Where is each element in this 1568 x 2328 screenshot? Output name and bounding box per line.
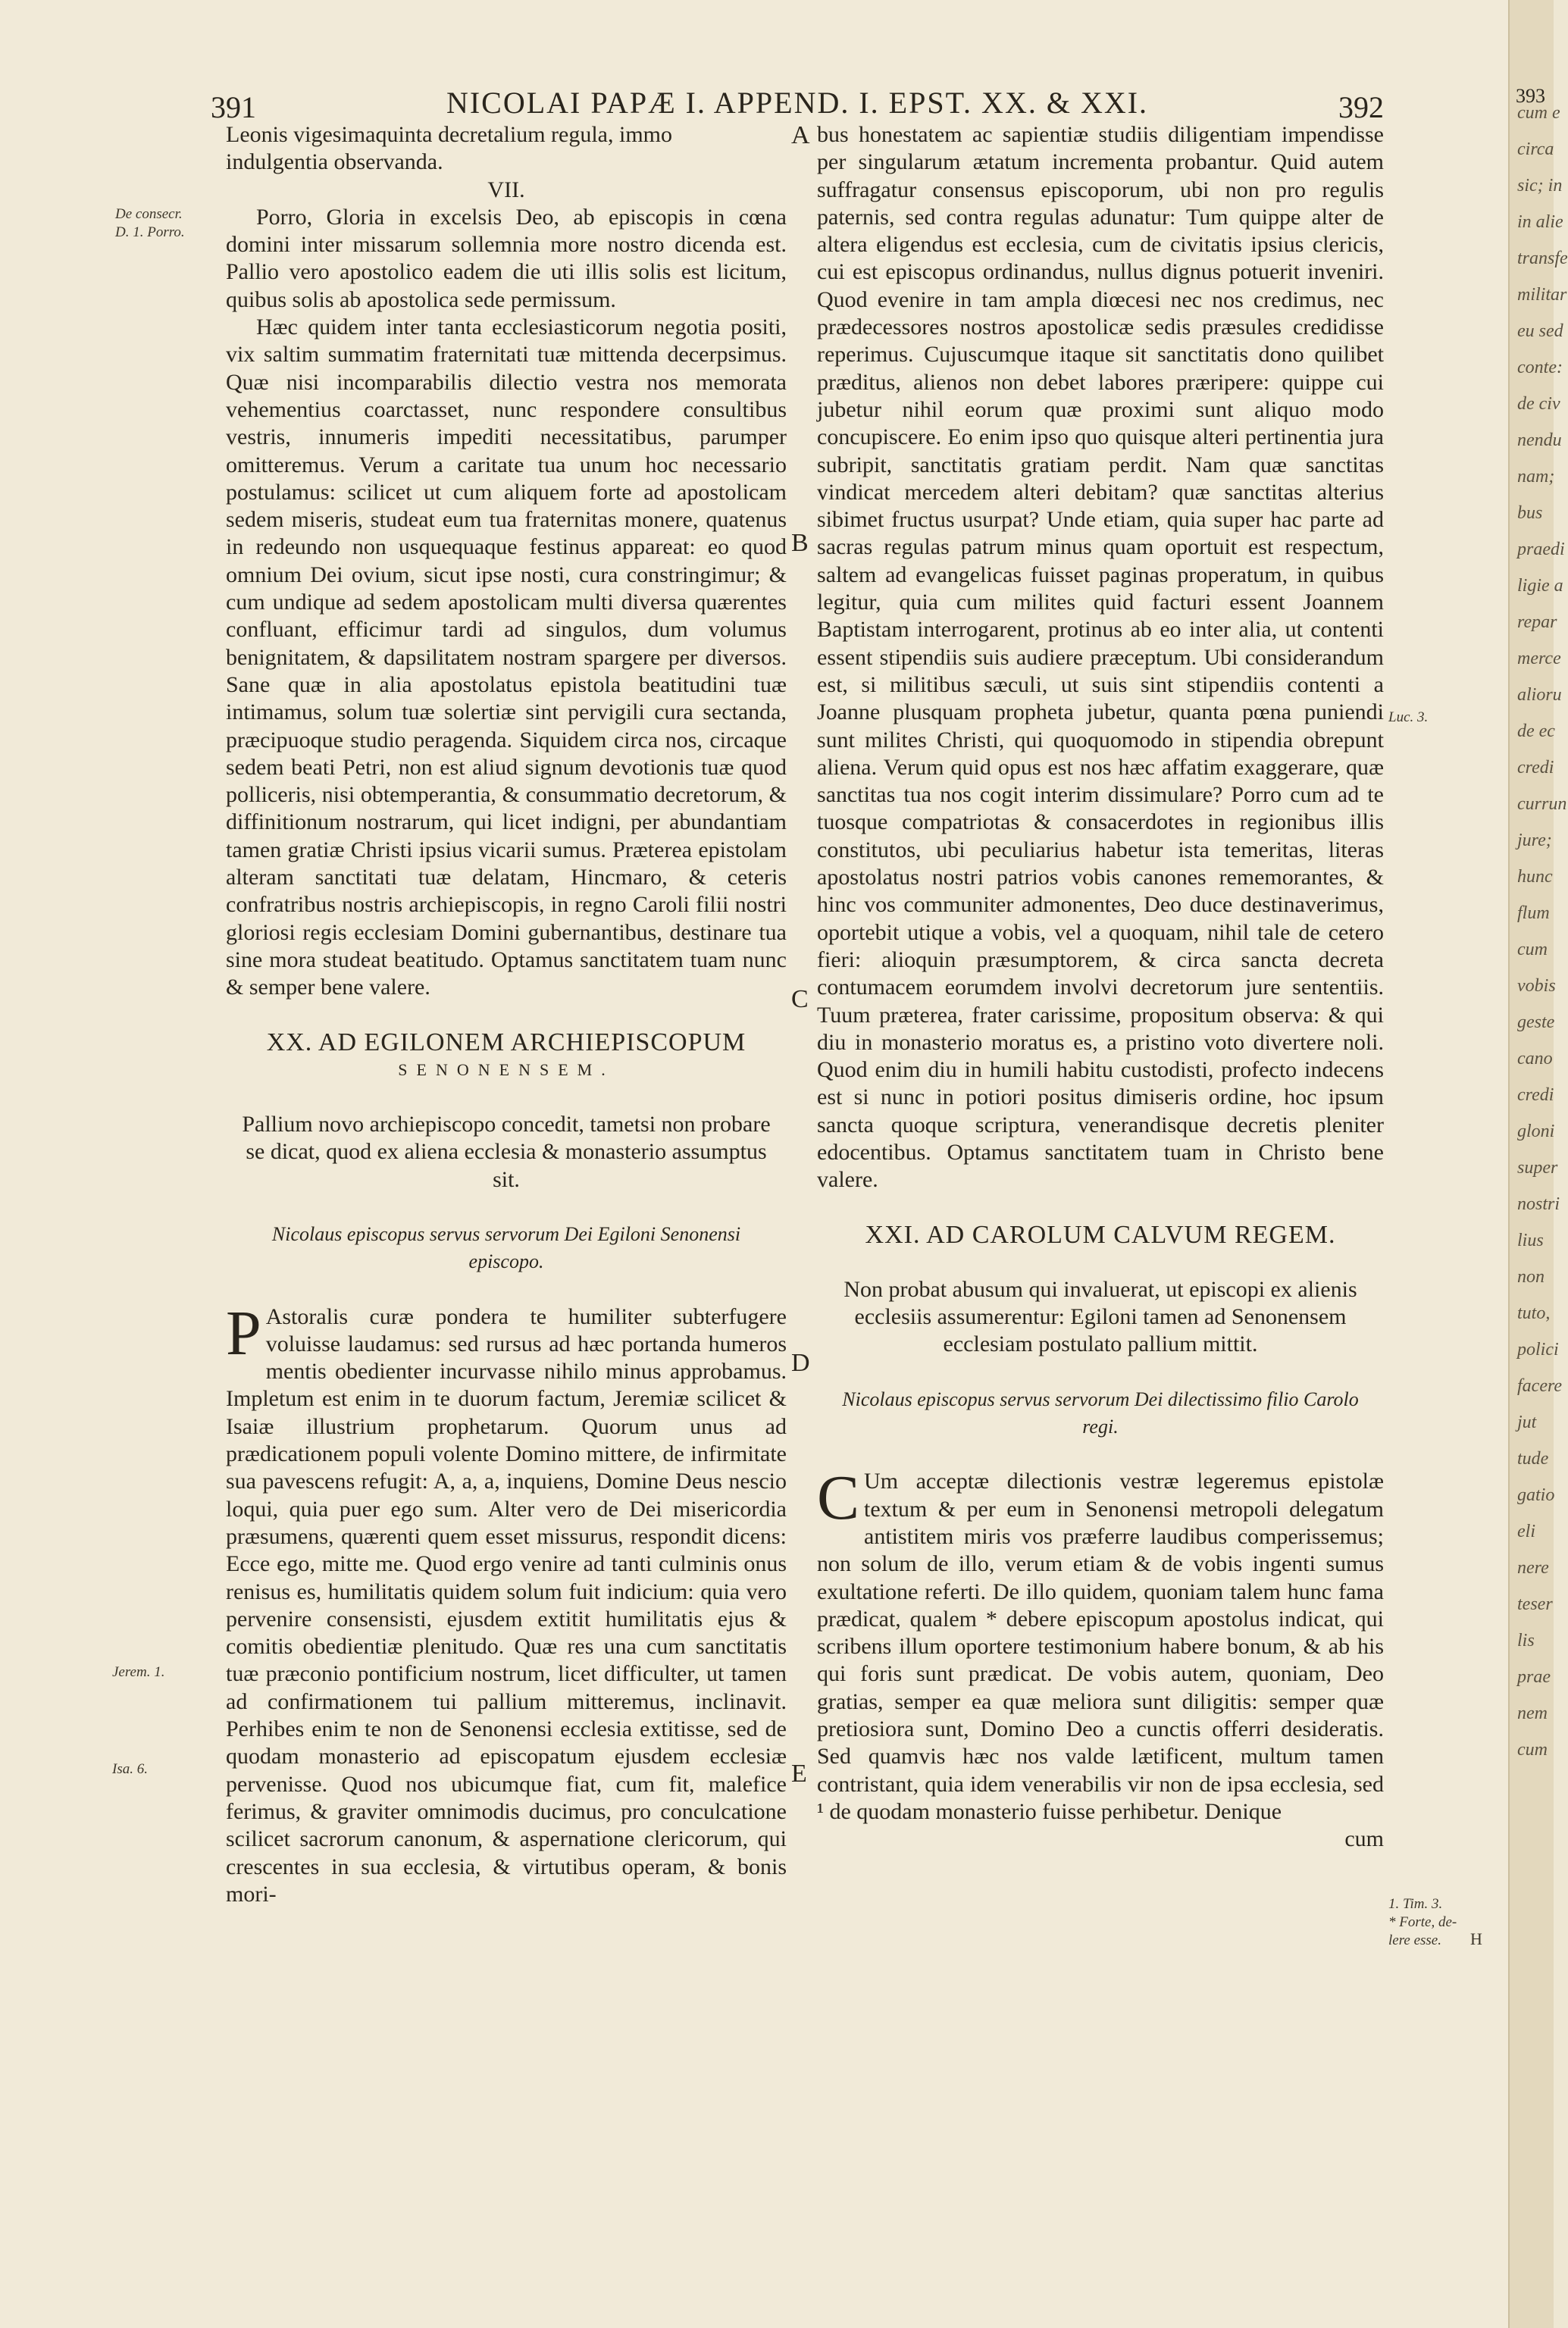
next-page-fragment: hunc bbox=[1517, 867, 1553, 887]
margin-note-de-consecr: De consecr. bbox=[115, 206, 183, 222]
next-page-fragment: cano bbox=[1517, 1049, 1553, 1069]
intro-line-1: Leonis vigesimaquinta decretalium regula, immo bbox=[226, 122, 672, 147]
next-page-fragment: tuto, bbox=[1517, 1303, 1551, 1323]
next-page-fragment: non bbox=[1517, 1267, 1545, 1287]
paragraph-gloria: Porro, Gloria in excelsis Deo, ab episcopis in cœna domini inter missarum sollemnia more nostro dicenda est. Pallio vero apostolico eadem die uti illis solis est licitum, quibus solis ab apostolica sede permissum. bbox=[226, 204, 787, 312]
next-page-fragment: bus bbox=[1517, 503, 1543, 523]
next-page-fragment: circa bbox=[1517, 139, 1554, 159]
paragraph-cum-text: Um acceptæ dilectionis vestræ legeremus epistolæ textum & per eum in Senonensi metropoli delegatum antistitem miris vos præferre laudibus comperissemus; non solum de illo, verum etiam & de vobis ingenti sumus exultatione referti. De illo quidem, quoniam talem hunc fama prædicat, qualem * debere episcopum apostolus indicat, qui scribens illum oportere testimonium habere bonum, & ab his qui foris sunt prædicat. De vobis autem, quoniam, Deo gratias, semper ea quæ meliora sunt diligitis: semper quæ pretiosiora sunt, Domino Deo a cunctis offerri desideratis. Sed quamvis hæc nos valde lætificent, multum tamen contristant, quia idem venerabilis vir non de ipsa ecclesia, sed ¹ de quodam monasterio fuisse perhibetur. Denique bbox=[817, 1469, 1384, 1824]
next-page-fragment: super bbox=[1517, 1158, 1558, 1178]
next-page-fragment: alioru bbox=[1517, 685, 1562, 705]
next-page-fragment: nem bbox=[1517, 1704, 1548, 1723]
next-page-fragment: cum e bbox=[1517, 103, 1560, 123]
section-letter-d: D bbox=[791, 1349, 810, 1377]
address-xxi: Nicolaus episcopus servus servorum Dei dilectissimo filio Carolo regi. bbox=[842, 1388, 1359, 1438]
paragraph-haec: Hæc quidem inter tanta ecclesiasticorum negotia positi, vix saltim summatim fraternitati tuæ mittenda decerpsimus. Quæ nisi incomparabilis dilectio vestra nos memorata vehementius coarctasset, nunc respondere consultibus vestris, innumeris impediti necessitatibus, parumper omitteremus. Verum a caritate tua unum hoc necessario postulamus: scilicet ut cum aliquem forte ad apostolicam sedem miseris, studeat eum tua fraternitas monere, quatenus in redeundo non usquequaque festinus appareat: eo quod omnium Dei ovium, sicut ipse nosti, cura constringimur; & cum undique ad sedem apostolicam multi diversa quærentes confluant, efficimur tardi ad singulos, dum volumus benignitatem, & dapsilitatem nostram spargere per diversos. Sane quæ in alia apostolatus epistola beatitudini tuæ intimamus, solum tuæ solertiæ sint pervigili cura sectanda, præcipuoque studio peragenda. Siquidem circa nos, circaque sedem beati Petri, non est aliud signum devotionis tuæ quod polliceris, nisi obtemperantia, & consummatio decretorum, & diffinitionum nostrarum, qui licet indigni, per abundantiam tamen gratiæ Christi ipsius vicarii sumus. Præterea epistolam alteram sanctitati tuæ delatam, Hincmaro, & ceteris confratribus nostris archiepiscopis, in regno Caroli filii nostri gloriosi regis ecclesiam Domini gubernantibus, destinare tua sine mora studeat beatitudo. Optamus sanctitatem tuam nunc & semper bene valere. bbox=[226, 314, 787, 1000]
next-page-fragment: credi bbox=[1517, 758, 1554, 778]
next-page-fragment: repar bbox=[1517, 612, 1557, 632]
section-heading-vii: VII. bbox=[487, 177, 525, 202]
next-page-fragment: nendu bbox=[1517, 430, 1562, 450]
section-letter-b: B bbox=[791, 529, 809, 557]
margin-note-tim: 1. Tim. 3. bbox=[1388, 1896, 1443, 1912]
address-xx: Nicolaus episcopus servus servorum Dei Egiloni Senonensi episcopo. bbox=[271, 1222, 741, 1273]
abstract-xx: Pallium novo archiepiscopo concedit, tametsi non probare se dicat, quod ex aliena ecclesia & monasterio assumptus sit. bbox=[242, 1112, 771, 1192]
page-number-right: 392 bbox=[1338, 90, 1384, 124]
margin-note-forte: * Forte, de- bbox=[1388, 1914, 1457, 1930]
page-number-left: 391 bbox=[211, 90, 256, 124]
running-title: NICOLAI PAPÆ I. APPEND. I. EPST. XX. & XXI. bbox=[446, 86, 1149, 120]
margin-note-jerem: Jerem. 1. bbox=[112, 1664, 165, 1680]
letter-subheading-xx: SENONENSEM. bbox=[398, 1059, 615, 1079]
paragraph-bus: bus honestatem ac sapientiæ studiis diligentiam impendisse per singularum ætatum incrementa probantur. Quid autem suffragatur consensus episcoporum, ubi non pro regulis paternis, sed contra regulas adunatur: Tum quippe alter de altera eligendus est ecclesia, cum de civitatis ipsius clericis, cui est episcopus ordinandus, nullus dignus potuerit inveniri. Quod evenire in tam ampla diœcesi nec nos credimus, nec prædecessores nostros apostolicæ sedis præsules credidisse reperimus. Cujuscumque itaque sit sanctitatis dono quilibet præditus, alienos non debet labores præripere: quippe cui jubetur nihil eorum quæ proximi sunt aliquo modo concupiscere. Eo enim ipso quo quisque alteri pertinentia jura subripit, sanctitatis gratiam perdit. Nam quæ sanctitas vindicat mercedem alteri debitam? quæ sanctitas alterius sibimet fructus usurpat? Unde etiam, quia super hac parte ad sacras regulas patrum minus quam oportuit est respectum, saltem ad evangelicas fuisset paginas properatum, in quibus legitur, quia cum milites quid facturi essent Joannem Baptistam interrogarent, protinus ab eo inter alia, ut contenti essent stipendiis suis audiere præceptum. Ubi considerandum est, si militibus sæculi, ut suis sint stipendiis contenti a Joanne plusquam propheta jubetur, quanta pœna puniendi sunt milites Christi, qui quoquomodo in stipendia obrepunt aliena. Verum quid opus est nos hæc affatim exaggerare, quæ sanctitas tua nos cogit interim dissimulare? Porro cum ad te tuosque compatriotas & consacerdotes in regionibus illis constitutos, ubi peculiarius habetur ista temeritas, literas apostolatus nostri patrios vobis canones rememorantes, & hinc vos communiter admonentes, Deo duce destinaverimus, oportebit utique a vobis, vel a quoquam, nihil tale de cetero fieri: alioquin præsumptorem, & circa sancta decreta contumacem eorumdem involvi decretorum jure sententiis. Tuum præterea, frater carissime, propositum observa: & qui diu in monasterio moratus es, a pristino voto divertere noli. Quod enim diu in humili habitu custodisti, profecto indecens est si nunc in potiori positus dimiseris ordine, hoc ipsum sancta quoque scriptura, venerandisque decretis pleniter edocentibus. Optamus sanctitatem tuam in Christo bene valere. bbox=[817, 122, 1384, 1193]
left-column bbox=[226, 121, 787, 1908]
next-page-fragment: merce bbox=[1517, 649, 1561, 668]
margin-note-h: H bbox=[1470, 1929, 1482, 1948]
abstract-xxi: Non probat abusum qui invaluerat, ut episcopi ex alienis ecclesiis assumerentur: Egiloni tamen ad Senonensem ecclesiam postulato pallium mittit. bbox=[843, 1276, 1357, 1357]
right-column bbox=[817, 121, 1384, 1854]
next-page-fragment: nam; bbox=[1517, 467, 1555, 487]
next-page-fragment: militar bbox=[1517, 285, 1567, 305]
next-page-fragment: prae bbox=[1517, 1667, 1551, 1687]
next-page-fragment: de civ bbox=[1517, 394, 1560, 414]
next-page-fragment: currun bbox=[1517, 794, 1567, 814]
next-page-fragment: polici bbox=[1517, 1340, 1559, 1360]
next-page-fragment: flum bbox=[1517, 903, 1550, 923]
next-page-fragment: conte: bbox=[1517, 358, 1563, 377]
next-page-fragment: sic; in bbox=[1517, 176, 1563, 196]
next-page-fragment: tude bbox=[1517, 1449, 1549, 1469]
next-page-fragment: in alie bbox=[1517, 212, 1563, 232]
next-page-fragment: nere bbox=[1517, 1558, 1549, 1578]
margin-note-isa: Isa. 6. bbox=[112, 1761, 148, 1777]
next-page-fragments bbox=[1510, 0, 1568, 1768]
letter-heading-xx: XX. AD EGILONEM ARCHIEPISCOPUM bbox=[266, 1028, 746, 1056]
next-page-fragment: de ec bbox=[1517, 721, 1555, 741]
next-page-fragment: credi bbox=[1517, 1085, 1554, 1105]
next-page-fragment: gloni bbox=[1517, 1122, 1555, 1141]
section-letter-c: C bbox=[791, 985, 809, 1013]
paragraph-pastoralis-text: Astoralis curæ pondera te humiliter subterfugere voluisse laudamus: sed rursus ad hæc portanda humeros mentis obedienter incurvasse nihilo minus approbamus. Impletum est enim in te duorum factum, Jeremiæ scilicet & Isaiæ illustrium prophetarum. Quorum unus ad prædicationem populi volente Domino mittere, de infirmitate sua pavescens refugit: A, a, a, inquiens, Domine Deus nescio loqui, quia puer ego sum. Alter vero de Dei misericordia præsumens, quærenti quem esset missurus, respondit dicens: Ecce ego, mitte me. Quod ergo venire ad tanti culminis onus renisus es, humilitatis quidem solum fuit indicium: quia vero pervenire consensisti, ejusdem extitit humilitatis ejus & comitis obedientiæ plenitudo. Quæ res una cum sanctitatis tuæ præconio pontificium nostrum, licet difficulter, ut tamen ad confirmationem tui pallium mitteremus, inclinavit. Perhibes enim te non de Senonensi ecclesia extitisse, sed de quodam monasterio ad episcopatum ejusdem ecclesiæ pervenisse. Quod nos ubicumque fiat, cum fit, malefice ferimus, & graviter omnimodis ducimus, pro conculcatione scilicet sacrorum canonum, & aspernatione clericorum, qui crescentes in sua ecclesia, & virtutibus operam, & bonis mori- bbox=[226, 1303, 787, 1907]
next-page-fragment: geste bbox=[1517, 1012, 1555, 1032]
next-page-fragment: gatio bbox=[1517, 1485, 1555, 1505]
intro-line-2: indulgentia observanda. bbox=[226, 149, 443, 175]
paragraph-pastoralis bbox=[226, 1297, 787, 1909]
margin-note-porro: D. 1. Porro. bbox=[115, 224, 185, 240]
next-page-number: 393 bbox=[1516, 85, 1545, 107]
next-page-fragment: jure; bbox=[1517, 831, 1552, 850]
margin-note-luc: Luc. 3. bbox=[1388, 709, 1429, 725]
section-letter-a: A bbox=[791, 121, 810, 149]
paragraph-cum bbox=[817, 1463, 1384, 1826]
next-page-fragment: teser bbox=[1517, 1594, 1553, 1614]
next-page-fragment: facere bbox=[1517, 1376, 1563, 1396]
next-page-fragment: eu sed bbox=[1517, 321, 1563, 341]
next-page-fragment: ligie a bbox=[1517, 576, 1563, 596]
margin-note-lere: lere esse. bbox=[1388, 1932, 1441, 1948]
letter-heading-xxi: XXI. AD CAROLUM CALVUM REGEM. bbox=[865, 1220, 1336, 1249]
next-page-fragment: transfe bbox=[1517, 249, 1568, 268]
next-page-fragment: vobis bbox=[1517, 976, 1556, 996]
catchword: cum bbox=[1344, 1826, 1384, 1852]
next-page-fragment: cum bbox=[1517, 940, 1548, 959]
next-page-fragment: cum bbox=[1517, 1740, 1548, 1760]
next-page-fragment: lis bbox=[1517, 1631, 1535, 1651]
drop-cap-p: P bbox=[226, 1297, 261, 1369]
section-letter-e: E bbox=[791, 1760, 807, 1788]
next-page-fragment: eli bbox=[1517, 1522, 1535, 1541]
next-page-fragment: lius bbox=[1517, 1231, 1544, 1250]
next-page-edge bbox=[1508, 0, 1568, 2328]
drop-cap-c: C bbox=[817, 1463, 860, 1534]
next-page-fragment: nostri bbox=[1517, 1194, 1560, 1214]
next-page-fragment: praedi bbox=[1517, 540, 1565, 559]
next-page-fragment: jut bbox=[1517, 1413, 1537, 1432]
